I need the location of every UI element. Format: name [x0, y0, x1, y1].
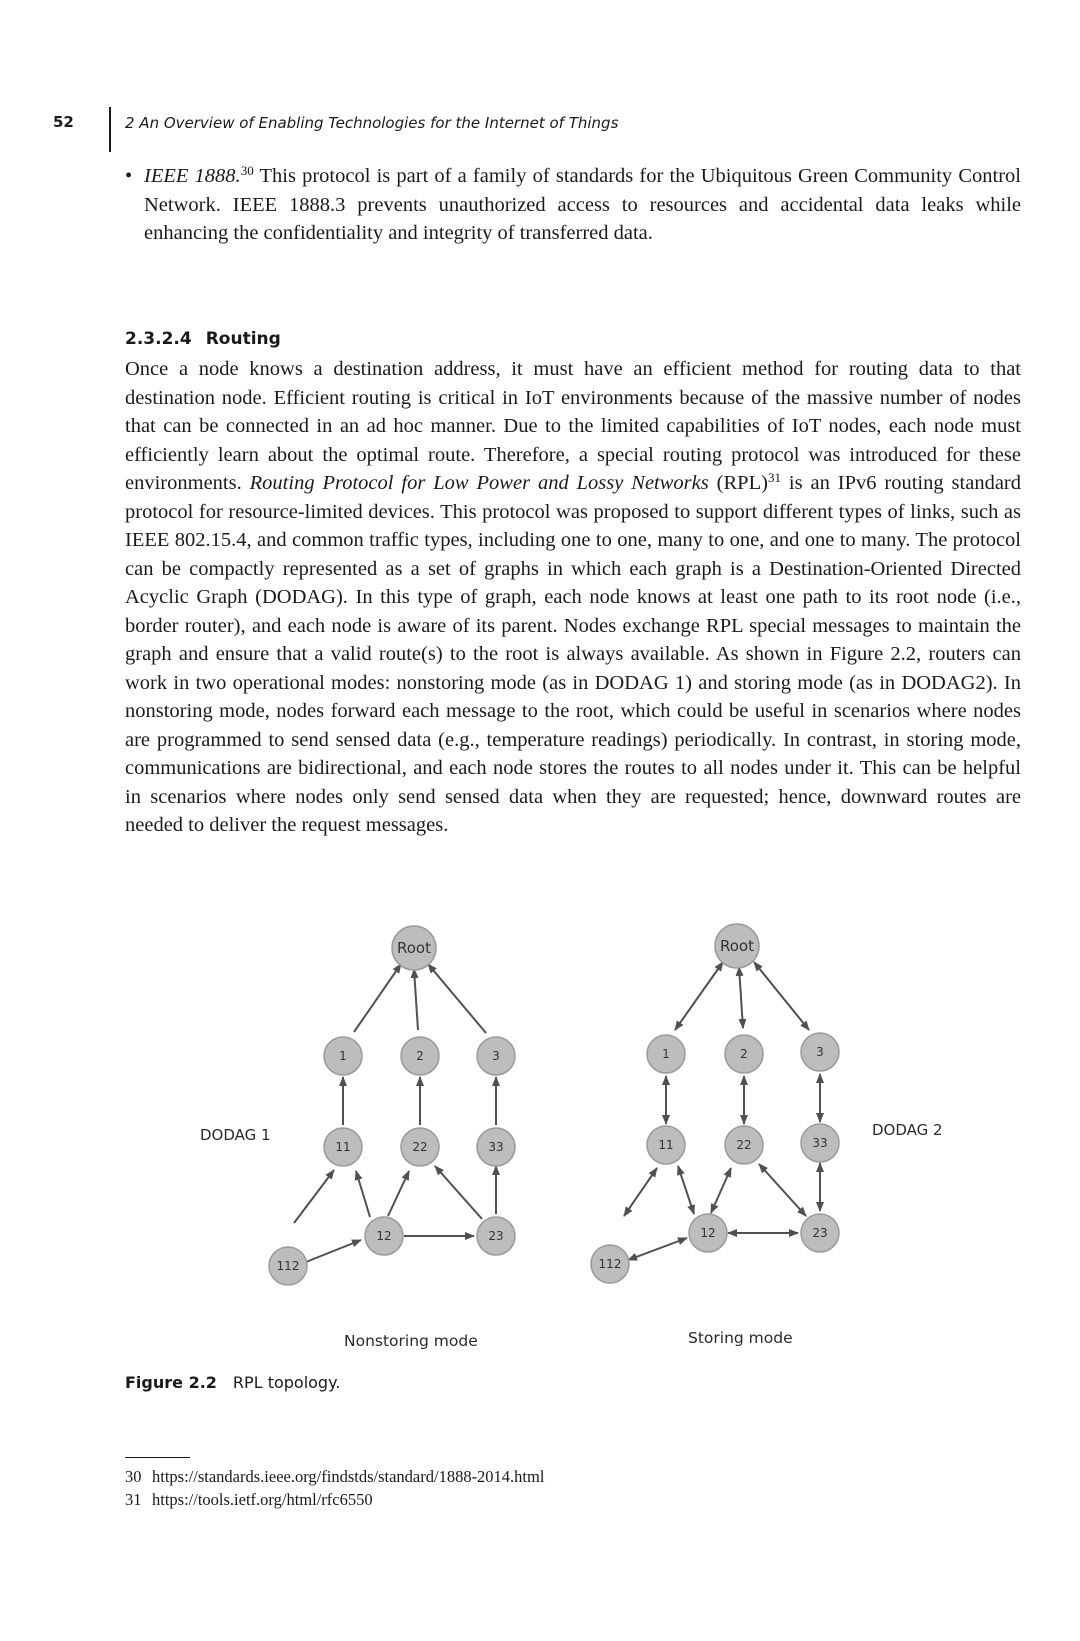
footnote-ref-30[interactable]: 30: [240, 163, 254, 178]
dodag-1-label: DODAG 1: [200, 1126, 271, 1144]
edge-112-11-bidirectional: [624, 1168, 657, 1216]
paragraph-part-3: is an IPv6 routing standard protocol for resource-limited devices. This protocol was proposed to support different types of links, such as IEEE 802.15.4, and common traffic types, including one to one, many to one, and one to many. The protocol can be compactly represented as a set of graphs in which each graph is a Destination-Oriented Directed Acyclic Graph (DODAG). In this type of graph, each node knows at least one path to its root node (i.e., border router), and each node is aware of its parent. Nodes exchange RPL special messages to maintain the graph and ensure that a valid route(s) to the root is always available. As shown in Figure 2.2, routers can work in two operational modes: nonstoring mode (as in DODAG 1) and storing mode (as in DODAG2). In nonstoring mode, nodes forward each message to the root, which could be useful in scenarios where nodes are programmed to send sensed data (e.g., temperature readings) periodically. In contrast, in storing mode, communications are bidirectional, and each node stores the routes to all nodes under it. This can be helpful in scenarios where nodes only send sensed data when they are requested; hence, downward routes are needed to deliver the request messages.: [125, 472, 1022, 836]
dodag1-label-22: 22: [412, 1140, 428, 1154]
edge-3-root-bidirectional: [754, 962, 809, 1030]
figure-label: Figure 2.2: [125, 1373, 217, 1392]
edge-23-22-bidirectional: [759, 1164, 806, 1216]
section-heading: [125, 329, 281, 349]
bullet-body: This protocol is part of a family of standards for the Ubiquitous Green Community Control Network. IEEE 1888.3 prevents unauthorized access to resources and accidental data leaks while enhancing the confidentiality and integrity of transferred data.: [144, 165, 1021, 244]
storing-mode-label: Storing mode: [688, 1329, 793, 1347]
dodag1-label-3: 3: [492, 1049, 500, 1063]
edge-23-to-22: [435, 1166, 482, 1219]
edge-112-to-11: [294, 1170, 334, 1223]
dodag2-label-12: 12: [700, 1226, 716, 1240]
paragraph-part-1: Once a node knows a destination address, it must have an efficient method for routing data to that destination node. Efficient routing is critical in IoT environments because of the massive number of nodes that can be connected in an ad hoc manner. Due to the limited capabilities of IoT nodes, each node must efficiently learn about the optimal route. Therefore, a special routing protocol was introduced for these environments.: [125, 358, 1021, 494]
dodag-1-nodes: [269, 926, 515, 1285]
dodag2-label-1: 1: [662, 1047, 670, 1061]
section-title: Routing: [205, 329, 281, 349]
header-divider: [109, 107, 111, 152]
footnote-30: [125, 1465, 544, 1488]
body-paragraph: [125, 355, 1021, 840]
dodag1-label-112: 112: [276, 1259, 300, 1273]
edge-2-root-bidirectional: [739, 967, 743, 1028]
edge-112-to-12: [306, 1240, 361, 1262]
running-head: 2 An Overview of Enabling Technologies for the Internet of Things: [125, 114, 619, 132]
footnotes: [125, 1465, 544, 1511]
edge-3-to-root: [428, 964, 486, 1033]
dodag-2-label: DODAG 2: [872, 1121, 943, 1139]
edge-2-to-root: [414, 969, 418, 1030]
dodag2-label-11: 11: [658, 1138, 674, 1152]
edge-1-to-root: [354, 964, 401, 1032]
dodag1-label-root: Root: [397, 939, 431, 957]
figure-caption-text: RPL topology.: [232, 1373, 341, 1392]
footnote-link[interactable]: https://tools.ietf.org/html/rfc6550: [152, 1490, 373, 1509]
bullet-item-ieee-1888: [125, 162, 1021, 248]
edge-112-12-bidirectional: [628, 1238, 687, 1260]
paragraph-part-2: (RPL): [708, 472, 768, 494]
footnote-number: 31: [125, 1490, 142, 1509]
dodag1-label-12: 12: [376, 1229, 392, 1243]
edge-12-to-22: [388, 1171, 409, 1216]
figure-caption: [125, 1373, 340, 1392]
dodag1-label-1: 1: [339, 1049, 347, 1063]
rpl-topology-figure: [0, 937, 1080, 1360]
dodag2-label-33: 33: [812, 1136, 828, 1150]
edge-12-11-bidirectional: [678, 1166, 694, 1214]
dodag2-label-3: 3: [816, 1045, 824, 1059]
dodag2-label-root: Root: [720, 937, 754, 955]
edge-12-22-bidirectional: [711, 1168, 731, 1213]
dodag2-label-2: 2: [740, 1047, 748, 1061]
footnote-number: 30: [125, 1467, 142, 1486]
footnote-31: [125, 1488, 544, 1511]
section-number: 2.3.2.4: [125, 329, 192, 349]
bullet-text: [144, 162, 1021, 248]
footnote-ref-31[interactable]: 31: [767, 470, 781, 485]
dodag1-label-11: 11: [335, 1140, 351, 1154]
nonstoring-mode-label: Nonstoring mode: [344, 1332, 478, 1350]
dodag-1-edges: [294, 964, 496, 1262]
edge-12-to-11: [356, 1171, 370, 1217]
dodag1-label-23: 23: [488, 1229, 504, 1243]
edge-1-root-bidirectional: [675, 962, 723, 1030]
paragraph-term-rpl: Routing Protocol for Low Power and Lossy Networks: [249, 472, 709, 494]
dodag2-label-23: 23: [812, 1226, 828, 1240]
bullet-term: IEEE 1888.: [144, 165, 241, 187]
dodag-2-edges: [624, 962, 820, 1260]
footnote-divider: [125, 1457, 190, 1458]
dodag2-label-22: 22: [736, 1138, 752, 1152]
footnote-link[interactable]: https://standards.ieee.org/findstds/standard/1888-2014.html: [152, 1467, 545, 1486]
bullet-icon: •: [125, 165, 133, 187]
dodag1-label-2: 2: [416, 1049, 424, 1063]
dodag1-label-33: 33: [488, 1140, 504, 1154]
dodag2-label-112: 112: [598, 1257, 622, 1271]
page-number: 52: [53, 113, 74, 131]
